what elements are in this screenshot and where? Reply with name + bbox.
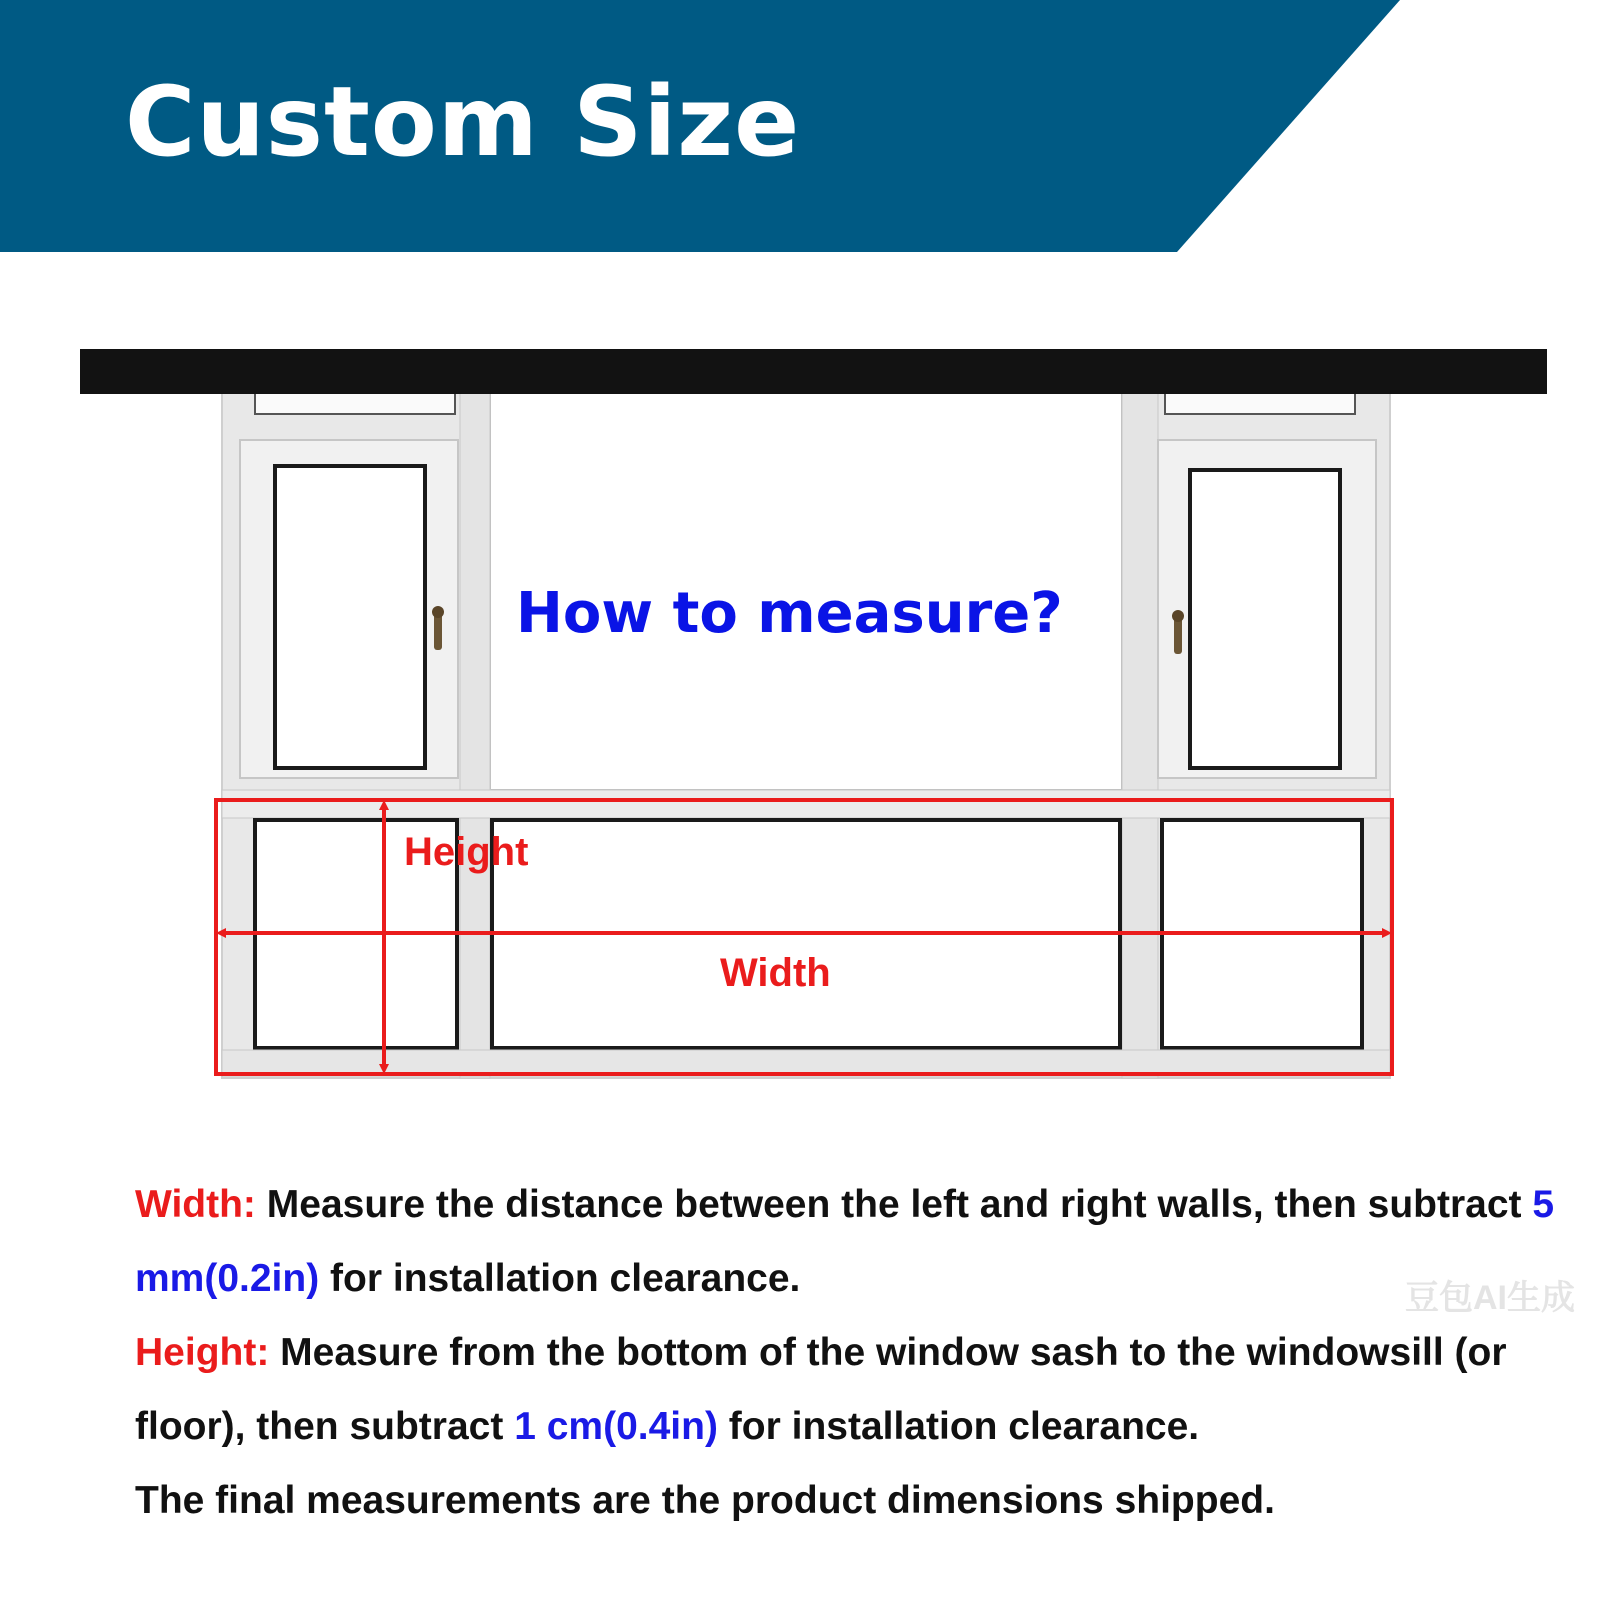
- width-heading: Width:: [135, 1183, 256, 1226]
- height-text-2: for installation clearance.: [728, 1405, 1200, 1448]
- height-instruction: [135, 1316, 1575, 1464]
- how-to-measure-heading: How to measure?: [516, 581, 1063, 646]
- height-clearance-value: 1 cm(0.4in): [514, 1405, 718, 1448]
- height-label: Height: [404, 830, 529, 874]
- lower-panes: [222, 820, 1390, 1076]
- width-text-1: Measure the distance between the left and right walls, then subtract: [266, 1183, 1522, 1226]
- height-heading: Height:: [135, 1331, 270, 1374]
- top-rail: [80, 349, 1547, 394]
- final-note: The final measurements are the product dimensions shipped.: [135, 1479, 1275, 1522]
- width-clearance-value: 5 mm(0.2in): [135, 1183, 1555, 1300]
- measurement-instructions: [135, 1168, 1575, 1538]
- width-instruction: [135, 1168, 1575, 1316]
- right-casement: [1158, 440, 1376, 778]
- height-text-1: Measure from the bottom of the window sash to the windowsill (or floor), then subtract: [135, 1331, 1507, 1448]
- watermark: 豆包AI生成: [1405, 1279, 1575, 1317]
- width-label: Width: [720, 951, 831, 995]
- width-text-2: for installation clearance.: [330, 1257, 801, 1300]
- left-casement: [240, 440, 458, 778]
- page-title: Custom Size: [125, 66, 801, 178]
